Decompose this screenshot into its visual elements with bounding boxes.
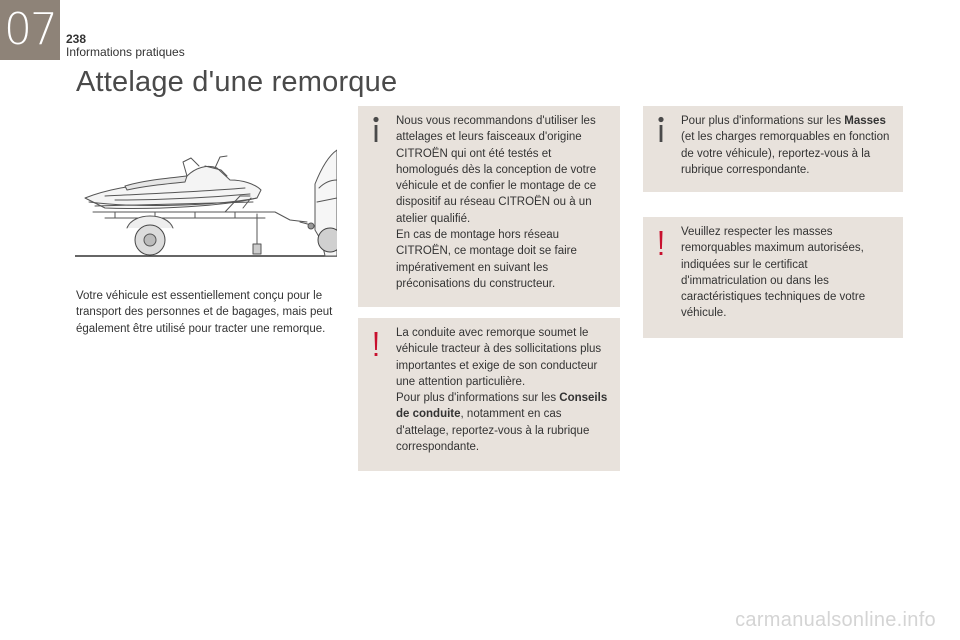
info-box-attelage-para-1: Nous vous recommandons d'utiliser les attelages et leurs faisceaux d'origine CITROËN qui ont été testés et homologués dès la conception de votre véhicule et de confier le montage de ce dispositif au réseau CITROËN ou à un atelier qualifié. [396, 115, 597, 225]
info-icon [368, 116, 384, 144]
info-icon [653, 116, 669, 144]
intro-text: Votre véhicule est essentiellement conçu pour le transport des personnes et de bagages, mais peut également être utilisé pour tracter une remorque. [76, 290, 333, 335]
para-2-text-before: Pour plus d'informations sur les [396, 392, 560, 405]
trailer-illustration [75, 140, 337, 260]
warning-box-masses-text: Veuillez respecter les masses remorquables maximum autorisées, indiquées sur le certificat d'immatriculation ou dans les caractéristiques techniques de votre véhicule. [681, 226, 866, 320]
masses-text-after: (et les charges remorquables en fonction de votre véhicule), reportez-vous à la rubrique correspondante. [681, 131, 890, 176]
warning-icon [368, 331, 384, 359]
page-number: 238 [66, 32, 87, 46]
page-title: Attelage d'une remorque [76, 66, 398, 98]
info-box-attelage-para-2: En cas de montage hors réseau CITROËN, ce montage doit se faire impérativement en suivant les préconisations du constructeur. [396, 229, 577, 290]
section-name: Informations pratiques [66, 45, 185, 59]
masses-ref: Masses [844, 115, 886, 127]
warning-box-conduite-para-1: La conduite avec remorque soumet le véhicule tracteur à des sollicitations plus importantes et exige de son conducteur une attention particulière. [396, 327, 602, 388]
info-box-masses-text [681, 113, 895, 178]
info-box-masses [643, 106, 903, 192]
warning-box-conduite [358, 318, 620, 471]
watermark: carmanualsonline.info [735, 609, 936, 631]
chapter-tab [0, 0, 60, 60]
warning-box-conduite-para-2 [396, 390, 612, 455]
conseils-de-conduite-ref: Conseils de conduite [396, 392, 608, 421]
chapter-number: 07 [4, 4, 56, 55]
para-2-text-after: , notamment en cas d'attelage, reportez-vous à la rubrique correspondante. [396, 408, 590, 454]
info-box-attelage [358, 106, 620, 307]
warning-icon [653, 230, 669, 258]
masses-text-before: Pour plus d'informations sur les [681, 115, 845, 127]
warning-box-masses [643, 217, 903, 338]
